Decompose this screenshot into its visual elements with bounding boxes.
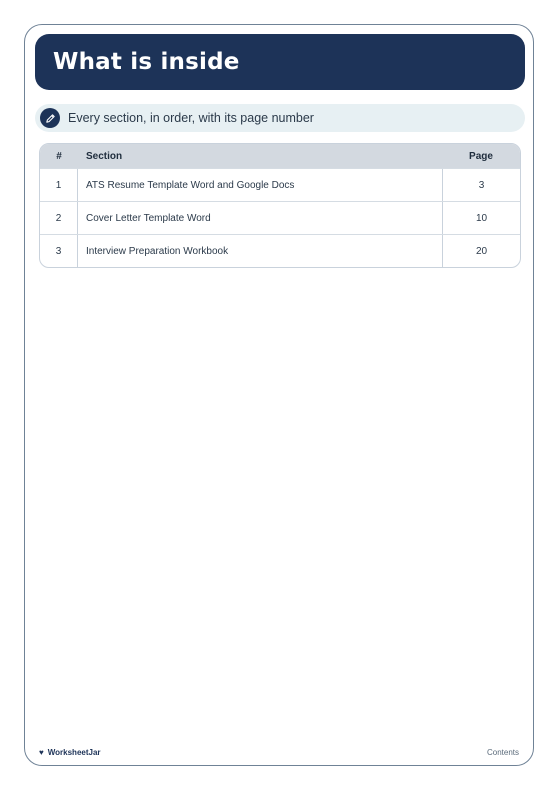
footer [39,745,519,759]
row-section: Interview Preparation Workbook [86,245,229,257]
page-frame [24,24,534,766]
row-section: Cover Letter Template Word [86,212,211,224]
row-page: 10 [442,202,520,234]
brand-logo [39,748,101,757]
pencil-icon [40,108,60,128]
table-row [40,168,520,201]
table-header-row [40,144,520,168]
row-section: ATS Resume Template Word and Google Docs [86,179,295,191]
brand-name: WorksheetJar [47,747,101,757]
header-num: # [56,150,62,162]
page-title: What is inside [53,49,240,75]
heart-icon: ♥ [39,747,44,757]
row-num: 2 [40,202,78,234]
row-num: 1 [40,169,78,201]
intro-callout [35,104,525,132]
table-row [40,234,520,267]
row-page: 3 [442,169,520,201]
row-num: 3 [40,235,78,267]
header-section: Section [86,150,123,162]
intro-text: Every section, in order, with its page number [68,111,314,125]
row-page: 20 [442,235,520,267]
header-page: Page [469,150,493,162]
contents-table [39,143,521,268]
table-row [40,201,520,234]
footer-label: Contents [486,747,519,757]
header-banner [35,34,525,90]
